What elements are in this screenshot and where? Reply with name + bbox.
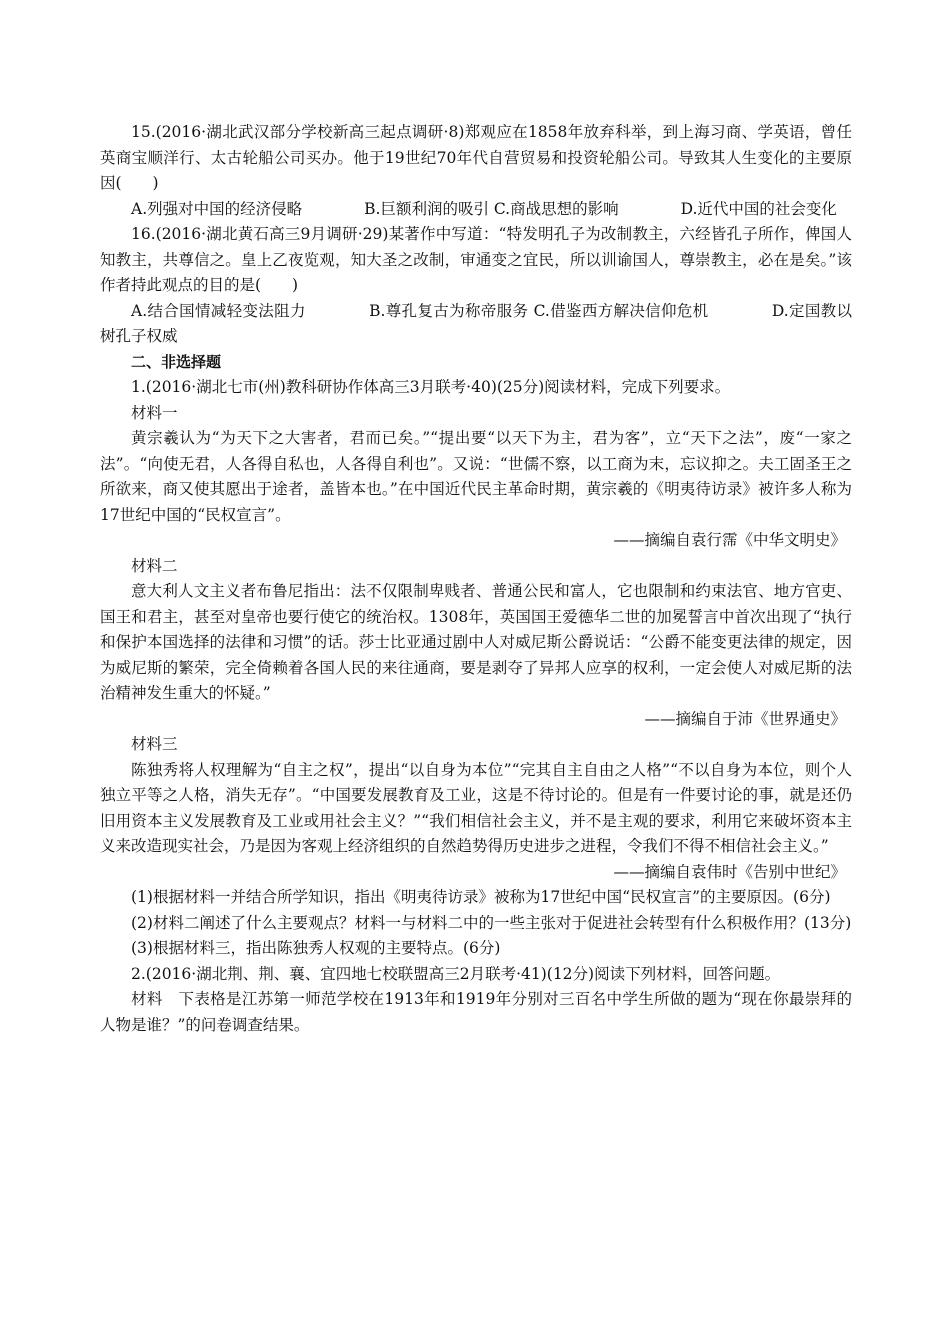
question-1-stem: 1.(2016·湖北七市(州)教科研协作体高三3月联考·40)(25分)阅读材料，完成下列要求。	[131, 378, 731, 396]
material-3-text: 陈独秀将人权理解为“自主之权”，提出“以自身为本位”“完其自主自由之人格”“不以自身为本位，则个人独立平等之人格，消失无存”。“中国要发展教育及工业，这是不待讨论的。但是有一件要讨论的事，就是还仍旧用资本主义发展教育及工业或用社会主义？”“我们相信社会主义，并不是主观的要求，利用它来破坏资本主义来改造现实社会，乃是因为客观上经济组织的自然趋势得历史进步之进程，令我们不得不相信社会主义。”	[100, 760, 852, 855]
question-2-material: 材料 下表格是江苏第一师范学校在1913年和1919年分别对三百名中学生所做的题为“现在你最崇拜的人物是谁？”的问卷调查结果。	[100, 990, 852, 1034]
section-heading-non-choice: 二、非选择题	[131, 352, 222, 371]
document-page	[100, 120, 852, 1038]
sub-question-1: (1)根据材料一并结合所学知识，指出《明夷待访录》被称为17世纪中国“民权宣言”的主要原因。(6分)	[131, 888, 831, 906]
question-2-stem: 2.(2016·湖北荆、荆、襄、宜四地七校联盟高三2月联考·41)(12分)阅读下列材料，回答问题。	[131, 964, 781, 983]
sub-question-3: (3)根据材料三，指出陈独秀人权观的主要特点。(6分)	[131, 939, 501, 957]
question-15-stem: 15.(2016·湖北武汉部分学校新高三起点调研·8)郑观应在1858年放弃科举，到上海习商、学英语，曾任英商宝顺洋行、太古轮船公司买办。他于19世纪70年代自营贸易和投资轮船公司。导致其人生变化的主要原因( )	[100, 123, 852, 192]
question-15-options: A.列强对中国的经济侵略 B.巨额利润的吸引 C.商战思想的影响 D.近代中国的社会变化	[131, 199, 837, 218]
sub-question-2: (2)材料二阐述了什么主要观点？材料一与材料二中的一些主张对于促进社会转型有什么积极作用？(13分)	[131, 913, 852, 932]
material-1-source: ——摘编自袁行霈《中华文明史》	[613, 531, 846, 549]
material-2-label: 材料二	[131, 556, 178, 575]
material-1-label: 材料一	[131, 403, 178, 422]
question-16-stem: 16.(2016·湖北黄石高三9月调研·29)某著作中写道：“特发明孔子为改制教主，六经皆孔子所作，俾国人知教主，共尊信之。皇上乙夜览观，知大圣之改制，审通变之宜民，所以训谕国人，尊崇教主，必在是矣。”该作者持此观点的目的是( )	[100, 225, 852, 294]
material-2-source: ——摘编自于沛《世界通史》	[644, 709, 846, 728]
material-2-text: 意大利人文主义者布鲁尼指出：法不仅限制卑贱者、普通公民和富人，它也限制和约束法官、地方官吏、国王和君主，甚至对皇帝也要行使它的统治权。1308年，英国国王爱德华二世的加冕誓言中首次出现了“执行和保护本国选择的法律和习惯”的话。莎士比亚通过剧中人对威尼斯公爵说话：“公爵不能变更法律的规定，因为威尼斯的繁荣，完全倚赖着各国人民的来往通商，要是剥夺了异邦人应享的权利，一定会使人对威尼斯的法治精神发生重大的怀疑。”	[100, 582, 852, 702]
question-16-options: A.结合国情减轻变法阻力 B.尊孔复古为称帝服务 C.借鉴西方解决信仰危机 D.定国教以树孔子权威	[100, 301, 852, 345]
material-3-source: ——摘编自袁伟时《告别中世纪》	[613, 862, 846, 881]
material-1-text: 黄宗羲认为“为天下之大害者，君而已矣。”“提出要“以天下为主，君为客”，立“天下之法”，废“一家之法”。“向使无君，人各得自私也，人各得自利也”。又说：“世儒不察，以工商为末，忘议抑之。夫工固圣王之所欲来，商又使其愿出于途者，盖皆本也。”在中国近代民主革命时期，黄宗羲的《明夷待访录》被许多人称为17世纪中国的“民权宣言”。	[100, 429, 852, 524]
material-3-label: 材料三	[131, 735, 178, 753]
